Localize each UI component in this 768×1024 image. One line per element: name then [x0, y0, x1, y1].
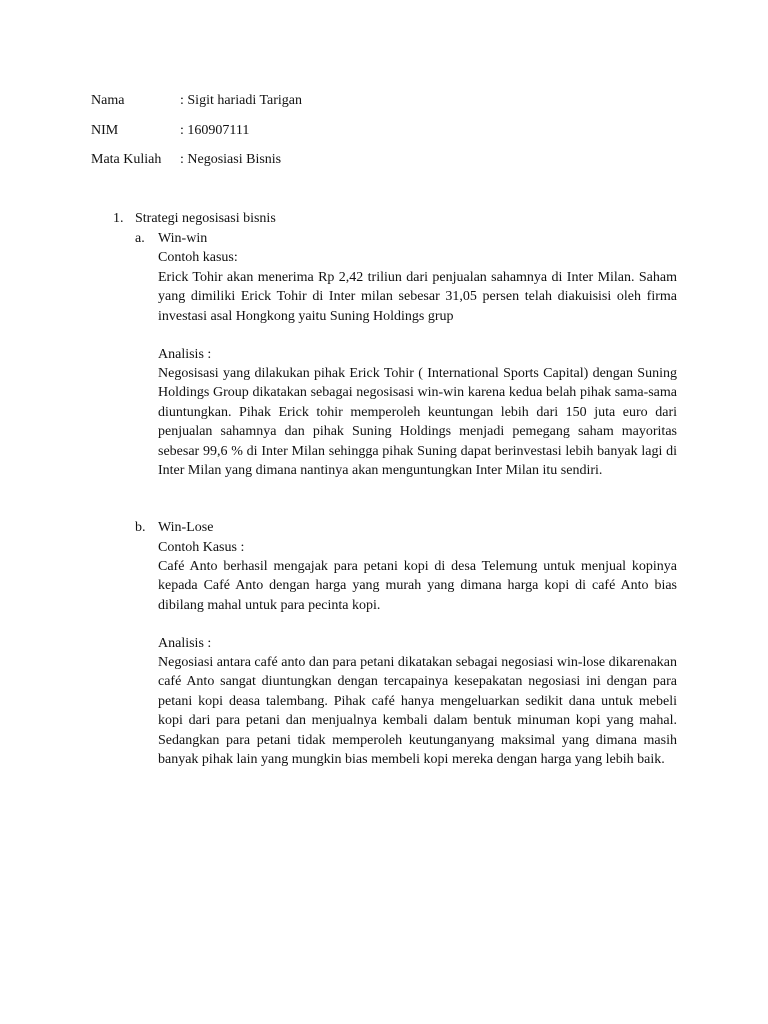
course-label: Mata Kuliah: [91, 152, 162, 167]
item-a-title: Win-win: [158, 231, 208, 246]
item-a-case-text: Erick Tohir akan menerima Rp 2,42 triliun dari penjualan sahamnya di Inter Milan. Saham yang dimiliki Erick Tohir di Inter milan sebesar 31,05 persen telah diakuisisi oleh firma investasi asal Hongkong yaitu Suning Holdings grup: [158, 270, 677, 324]
item-a-analysis-text: Negosisasi yang dilakukan pihak Erick Tohir ( International Sports Capital) dengan Suning Holdings Group dikatakan sebagai negosisasi win-win karena kedua belah pihak sama-sama diuntungkan. Pihak Erick tohir memperoleh keuntungan lebih dari 150 juta euro dari penjualan sahamnya dan pihak Suning Holdings menjadi pemegang saham mayoritas sebesar 99,6 % di Inter Milan sehingga pihak Suning dapat berinvestasi lebih banyak lagi di Inter Milan yang dimana nantinya akan menguntungkan Inter Milan itu sendiri.: [158, 366, 677, 479]
item-b-analysis-text: Negosiasi antara café anto dan para petani dikatakan sebagai negosiasi win-lose dikarenakan café Anto sangat diuntungkan dengan tercapainya kesepakatan negosiasi ini dengan para petani kopi deasa talembang. Pihak café hanya mengeluarkan sedikit dana untuk mebeli kopi dari para petani dan menjualnya kembali dalam bentuk minuman kopi yang mahal. Sedangkan para petani tidak memperoleh keutunganyang maksimal yang dimana masih banyak pihak lain yang mungkin bias membeli kopi mereka dengan harga yang lebih baik.: [158, 655, 677, 768]
nim-label: NIM: [91, 123, 119, 138]
course-value: : Negosiasi Bisnis: [180, 152, 282, 167]
name-value: : Sigit hariadi Tarigan: [180, 93, 303, 108]
item-a-analysis-label: Analisis :: [158, 347, 212, 362]
nim-row: [91, 121, 491, 141]
item-b-analysis-label: Analisis :: [158, 636, 212, 651]
course-row: [91, 150, 491, 170]
item-a-letter: a.: [135, 231, 145, 246]
name-row: [91, 91, 491, 111]
section-number: 1.: [113, 211, 124, 226]
section-title: Strategi negosisasi bisnis: [135, 211, 276, 226]
item-b-case-text: Café Anto berhasil mengajak para petani kopi di desa Telemung untuk menjual kopinya kepada Café Anto dengan harga yang murah yang dimana harga kopi di café Anto bias dibilang mahal untuk para pecinta kopi.: [158, 559, 677, 613]
name-label: Nama: [91, 93, 125, 108]
nim-value: : 160907111: [180, 123, 250, 138]
item-a-case-label: Contoh kasus:: [158, 250, 238, 265]
item-b-letter: b.: [135, 520, 146, 535]
item-b-title: Win-Lose: [158, 520, 214, 535]
item-b-case-label: Contoh Kasus :: [158, 540, 245, 555]
